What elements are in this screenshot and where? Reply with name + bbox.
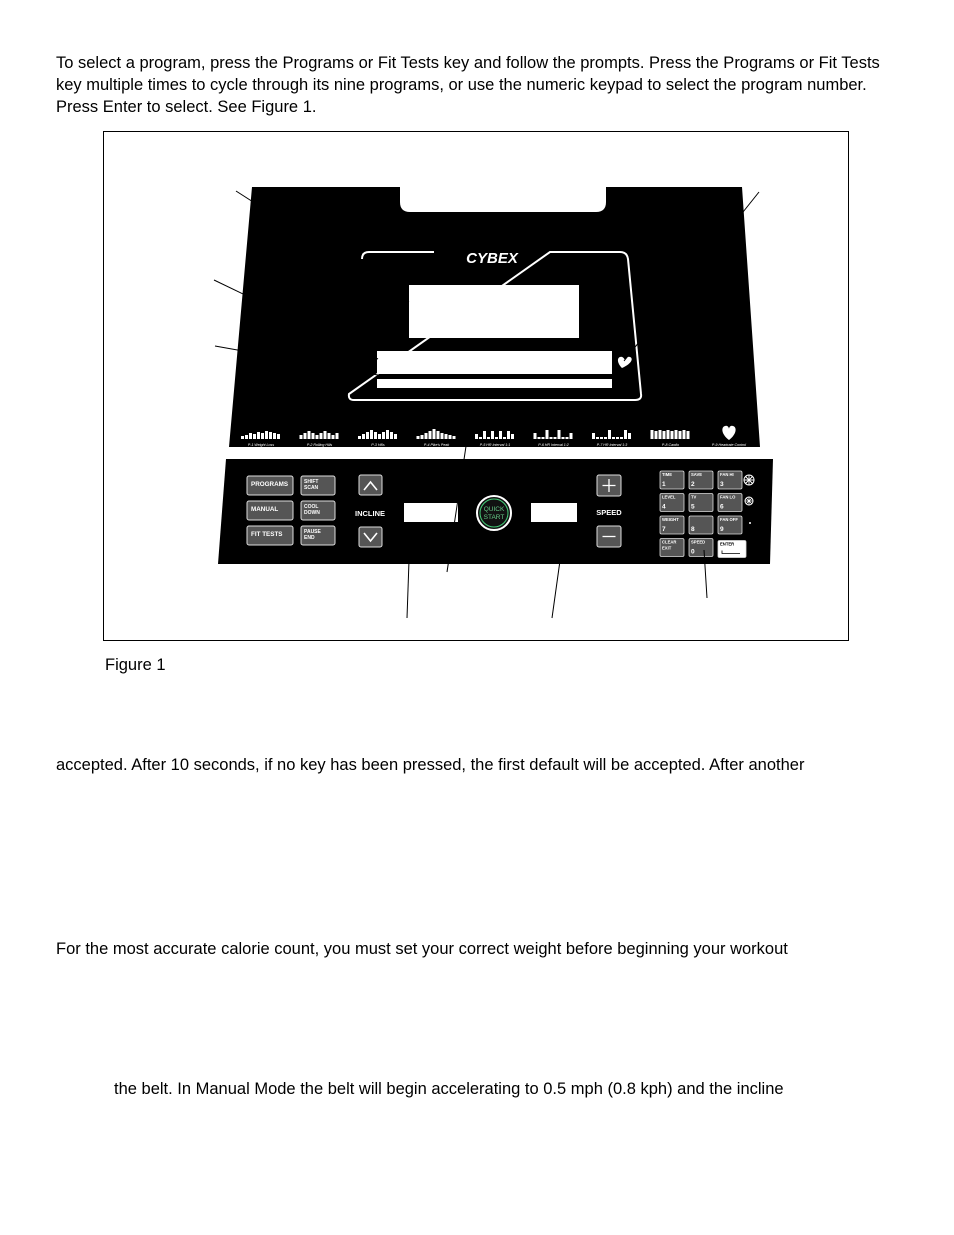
profile-bar (449, 435, 452, 439)
profile-bar (261, 433, 264, 439)
profile-bar (687, 431, 690, 439)
fan-hi-3-key[interactable] (718, 471, 742, 489)
profile-bar (503, 437, 506, 439)
profile-bar (316, 435, 319, 439)
left-keys (247, 476, 335, 545)
quick-start-label-1: QUICK (483, 506, 505, 513)
shift-scan-button[interactable] (301, 476, 335, 495)
program-profile-label: P-6 HR Interval 1:2 (538, 443, 569, 447)
quick-start-label-2: START (483, 514, 505, 521)
figure-frame (103, 131, 849, 641)
profile-bar (374, 432, 377, 439)
intro-paragraph: To select a program, press the Programs or Fit Tests key and follow the prompts. Press the Programs or Fit Tests key multiple times to cycle through its nine programs, or use the numeric keypad to select the program number. Press Enter to select. See Figure 1. (56, 54, 880, 116)
profile-bar (600, 437, 603, 439)
key-number: 7 (662, 526, 666, 533)
profile-bar (616, 437, 619, 439)
profile-bar (538, 437, 541, 439)
main-display-window (409, 285, 579, 338)
key-label: TV (691, 494, 697, 500)
profile-bar (394, 434, 397, 439)
profile-bar (249, 433, 252, 439)
key-label: FAN HI (720, 472, 734, 477)
quick-start-button[interactable] (477, 496, 511, 530)
profile-bar (667, 430, 670, 439)
profile-bar (386, 430, 389, 439)
cool-down-label: DOWN (304, 510, 320, 516)
incline-up-button[interactable] (359, 475, 382, 495)
tv-5-key[interactable] (689, 494, 713, 512)
message-display (377, 351, 612, 374)
profile-bar (550, 437, 553, 439)
speed-display (531, 503, 577, 522)
profile-bar (628, 433, 631, 439)
cool-down-label: COOL (304, 504, 319, 510)
program-profile-label: P-2 Rolling Hills (306, 443, 333, 447)
profile-bar (511, 434, 514, 439)
profile-bar (437, 431, 440, 439)
profile-bar (495, 437, 498, 439)
profile-bar (475, 434, 478, 439)
profile-bar (245, 435, 248, 439)
profile-bar (562, 437, 565, 439)
pause-end-button[interactable] (301, 526, 335, 545)
profile-bar (566, 437, 569, 439)
key-label: SPEED (691, 539, 706, 545)
profile-bar (612, 437, 615, 439)
text-line-2: For the most accurate calorie count, you must set your correct weight before beginning your workout (56, 940, 788, 958)
profile-bar (328, 433, 331, 439)
profile-bar (592, 433, 595, 439)
profile-bar (265, 431, 268, 439)
time-1-key[interactable] (660, 471, 684, 489)
key-number: 9 (720, 526, 724, 533)
profile-bar (417, 436, 420, 439)
save-2-key[interactable] (689, 471, 713, 489)
profile-bar (604, 437, 607, 439)
fit-tests-label: FIT TESTS (251, 531, 283, 538)
key-label: ENTER (720, 541, 735, 547)
profile-bar (425, 433, 428, 439)
weight-7-key[interactable] (660, 516, 684, 534)
key-number: 5 (691, 503, 695, 511)
incline-display (404, 503, 458, 522)
profile-bar (429, 431, 432, 439)
profile-bar (483, 431, 486, 439)
clear-exit-key[interactable] (660, 539, 684, 557)
profile-bar (421, 435, 424, 439)
key-number: 4 (662, 503, 666, 511)
cool-down-button[interactable] (301, 501, 335, 520)
program-profile-label: P-8 Cardio (661, 443, 680, 447)
progress-bar-display (377, 379, 612, 388)
profile-bar (620, 437, 623, 439)
profile-bar (332, 435, 335, 439)
key-label: FAN LO (720, 494, 736, 500)
enter-key[interactable] (718, 541, 746, 558)
profile-bar (358, 436, 361, 439)
key-number: 1 (662, 481, 666, 488)
programs-label: PROGRAMS (251, 481, 289, 488)
profile-bar (542, 437, 545, 439)
profile-bar (659, 430, 662, 439)
profile-bar (253, 434, 256, 439)
key-label: CLEAR (662, 539, 677, 545)
profile-bar (570, 433, 573, 439)
profile-bar (683, 430, 686, 439)
profile-bar (277, 434, 280, 439)
profile-bar (453, 436, 456, 439)
speed-label: SPEED (596, 508, 622, 517)
profile-bar (370, 430, 373, 439)
fan-lo-6-key[interactable] (718, 494, 742, 512)
profile-bar (651, 430, 654, 439)
incline-down-button[interactable] (359, 527, 382, 547)
profile-bar (308, 431, 311, 439)
profile-bar (534, 433, 537, 439)
profile-bar (304, 433, 307, 439)
key-number: 0 (691, 548, 695, 556)
key-number: 6 (720, 503, 724, 511)
fan-icon-small (745, 497, 753, 505)
profile-bar (655, 431, 658, 439)
manual-label: MANUAL (251, 506, 279, 513)
profile-bar (390, 432, 393, 439)
console-diagram (104, 132, 848, 640)
profile-bar (507, 431, 510, 439)
manual-button[interactable] (247, 501, 293, 520)
fan-icon (744, 475, 754, 485)
profile-bar (269, 432, 272, 439)
shift-scan-label: SHIFT (304, 479, 319, 485)
fan-off-9-key[interactable] (718, 516, 742, 534)
pause-end-label: PAUSE (304, 529, 321, 535)
profile-bar (312, 433, 315, 439)
profile-bar (487, 437, 490, 439)
program-profile-label: P-4 Pike's Peak (423, 443, 450, 447)
profile-bar (608, 430, 611, 439)
profile-bar (445, 434, 448, 439)
shift-scan-label: SCAN (304, 485, 319, 491)
key-number: 2 (691, 481, 695, 488)
fit-tests-button[interactable] (247, 526, 293, 545)
profile-bar (362, 434, 365, 439)
key-label: SAVE (691, 472, 703, 477)
level-4-key[interactable] (660, 494, 684, 512)
profile-bar (499, 431, 502, 439)
profile-bar (257, 432, 260, 439)
profile-bar (679, 431, 682, 439)
profile-bar (433, 429, 436, 439)
text-line-3: the belt. In Manual Mode the belt will begin accelerating to 0.5 mph (0.8 kph) and the incline (114, 1080, 784, 1098)
profile-bar (324, 431, 327, 439)
brand-logo: CYBEX (466, 250, 518, 267)
profile-bar (546, 430, 549, 439)
speed-0-key[interactable] (689, 539, 713, 557)
profile-bar (273, 433, 276, 439)
key-number: 3 (720, 481, 724, 488)
profile-bar (596, 437, 599, 439)
figure-caption: Figure 1 (105, 656, 166, 674)
profile-bar (558, 430, 561, 439)
key-label: EXIT (662, 545, 672, 551)
profile-bar (663, 431, 666, 439)
key-label: WEIGHT (662, 517, 679, 522)
program-profile-label: P-1 Weight Loss (247, 443, 275, 447)
key-label: LEVEL (662, 494, 676, 500)
profile-bar (441, 433, 444, 439)
profile-bar (479, 437, 482, 439)
profile-bar (675, 430, 678, 439)
programs-button[interactable] (247, 476, 293, 495)
pause-end-label: END (304, 535, 315, 541)
incline-label: INCLINE (355, 509, 385, 518)
profile-bar (624, 430, 627, 439)
key-number: 8 (691, 526, 695, 533)
text-line-1: accepted. After 10 seconds, if no key has been pressed, the first default will be accepted. After another (56, 756, 805, 774)
profile-bar (671, 431, 674, 439)
profile-bar (491, 431, 494, 439)
profile-bar (382, 432, 385, 439)
key-label: TIME (662, 472, 673, 477)
profile-bar (366, 432, 369, 439)
program-profile-label: P-9 Heartrate Control (711, 443, 747, 447)
key-8-key[interactable] (689, 516, 713, 534)
profile-bar (241, 436, 244, 439)
key-label: FAN OFF (720, 517, 738, 522)
profile-bar (320, 433, 323, 439)
fan-off-dot-icon (749, 522, 751, 524)
profile-bar (378, 434, 381, 439)
program-profile-label: P-3 Hills (371, 443, 385, 447)
profile-bar (336, 433, 339, 439)
profile-bar (300, 435, 303, 439)
profile-bar (554, 437, 557, 439)
program-profile-label: P-5 HR Interval 1:1 (479, 443, 511, 447)
program-profile-label: P-7 HR Interval 1:3 (596, 443, 628, 447)
